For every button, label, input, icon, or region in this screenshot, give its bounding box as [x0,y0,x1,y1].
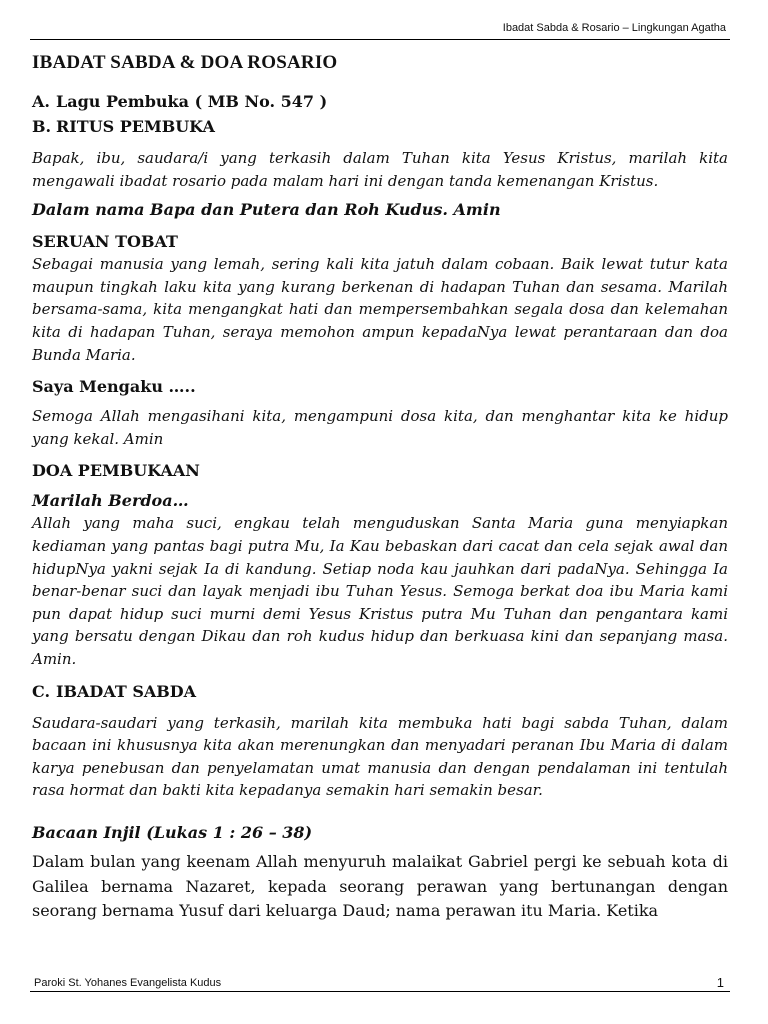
section-b-number: B. [32,117,52,136]
section-b-heading [32,116,728,138]
document-body [32,52,728,924]
page-footer [30,974,730,992]
intro-paragraph: Bapak, ibu, saudara/i yang terkasih dalam Tuhan kita Yesus Kristus, marilah kita mengawali ibadat rosario pada malam hari ini dengan tanda kemenangan Kristus. [32,149,728,190]
page-number: 1 [716,975,724,990]
section-c-number: C. [32,681,51,701]
page-header [30,22,730,40]
bacaan-injil-heading: Bacaan Injil (Lukas 1 : 26 – 38) [32,822,313,842]
saya-mengaku-text: Semoga Allah mengasihani kita, mengampuni dosa kita, dan menghantar kita ke hidup yang kekal. Amin [32,407,728,448]
seruan-tobat-heading: SERUAN TOBAT [32,232,178,252]
section-b-label: RITUS PEMBUKA [56,117,215,136]
section-a-heading [32,91,728,113]
sign-of-cross: Dalam nama Bapa dan Putera dan Roh Kudus. Amin [32,200,501,220]
saya-mengaku-heading: Saya Mengaku ….. [32,377,196,397]
seruan-tobat-text: Sebagai manusia yang lemah, sering kali kita jatuh dalam cobaan. Baik lewat tutur kata maupun tingkah laku kita yang kurang berkenan di hadapan Tuhan dan sesama. Marilah bersama-sama, kita mengangkat hati dan mempersembahkan segala dosa dan kelemahan kita di hadapan Tuhan, seraya memohon ampun kepadaNya lewat perantaraan dan doa Bunda Maria. [32,255,728,364]
section-c-text: Saudara-saudari yang terkasih, marilah kita membuka hati bagi sabda Tuhan, dalam bacaan ini khususnya kita akan merenungkan dan menyadari peranan Ibu Maria di dalam karya penebusan dan penyelamatan umat manusia dan dengan pendalaman ini tentulah rasa hormat dan bakti kita kepadanya semakin hari semakin besar. [32,713,728,800]
footer-parish: Paroki St. Yohanes Evangelista Kudus [34,977,222,989]
section-c-heading [32,681,728,703]
section-a-label: Lagu Pembuka ( MB No. 547 ) [56,92,328,111]
marilah-berdoa: Marilah Berdoa… [32,491,189,511]
section-a-number: A. [32,92,50,111]
document-title: IBADAT SABDA & DOA ROSARIO [32,52,338,73]
section-c-label: IBADAT SABDA [56,681,197,701]
bacaan-injil-text: Dalam bulan yang keenam Allah menyuruh malaikat Gabriel pergi ke sebuah kota di Galilea bernama Nazaret, kepada seorang perawan yang bertunangan dengan seorang bernama Yusuf dari keluarga Daud; nama perawan itu Maria. Ketika [32,851,728,921]
doa-pembukaan-heading: DOA PEMBUKAAN [32,461,200,481]
doa-pembukaan-text: Allah yang maha suci, engkau telah menguduskan Santa Maria guna menyiapkan kediaman yang pantas bagi putra Mu, Ia Kau bebaskan dari cacat dan cela sejak awal dan hidupNya yakni sejak Ia di kandung. Setiap noda kau jauhkan dari padaNya. Sehingga Ia benar-benar suci dan layak menjadi ibu Tuhan Yesus. Semoga berkat doa ibu Maria kami pun dapat hidup suci murni demi Yesus Kristus putra Mu Tuhan dan pengantara kami yang bersatu dengan Dikau dan roh kudus hidup dan berkuasa kini dan sepanjang masa. Amin. [32,514,728,668]
header-text: Ibadat Sabda & Rosario – Lingkungan Agatha [502,22,726,34]
